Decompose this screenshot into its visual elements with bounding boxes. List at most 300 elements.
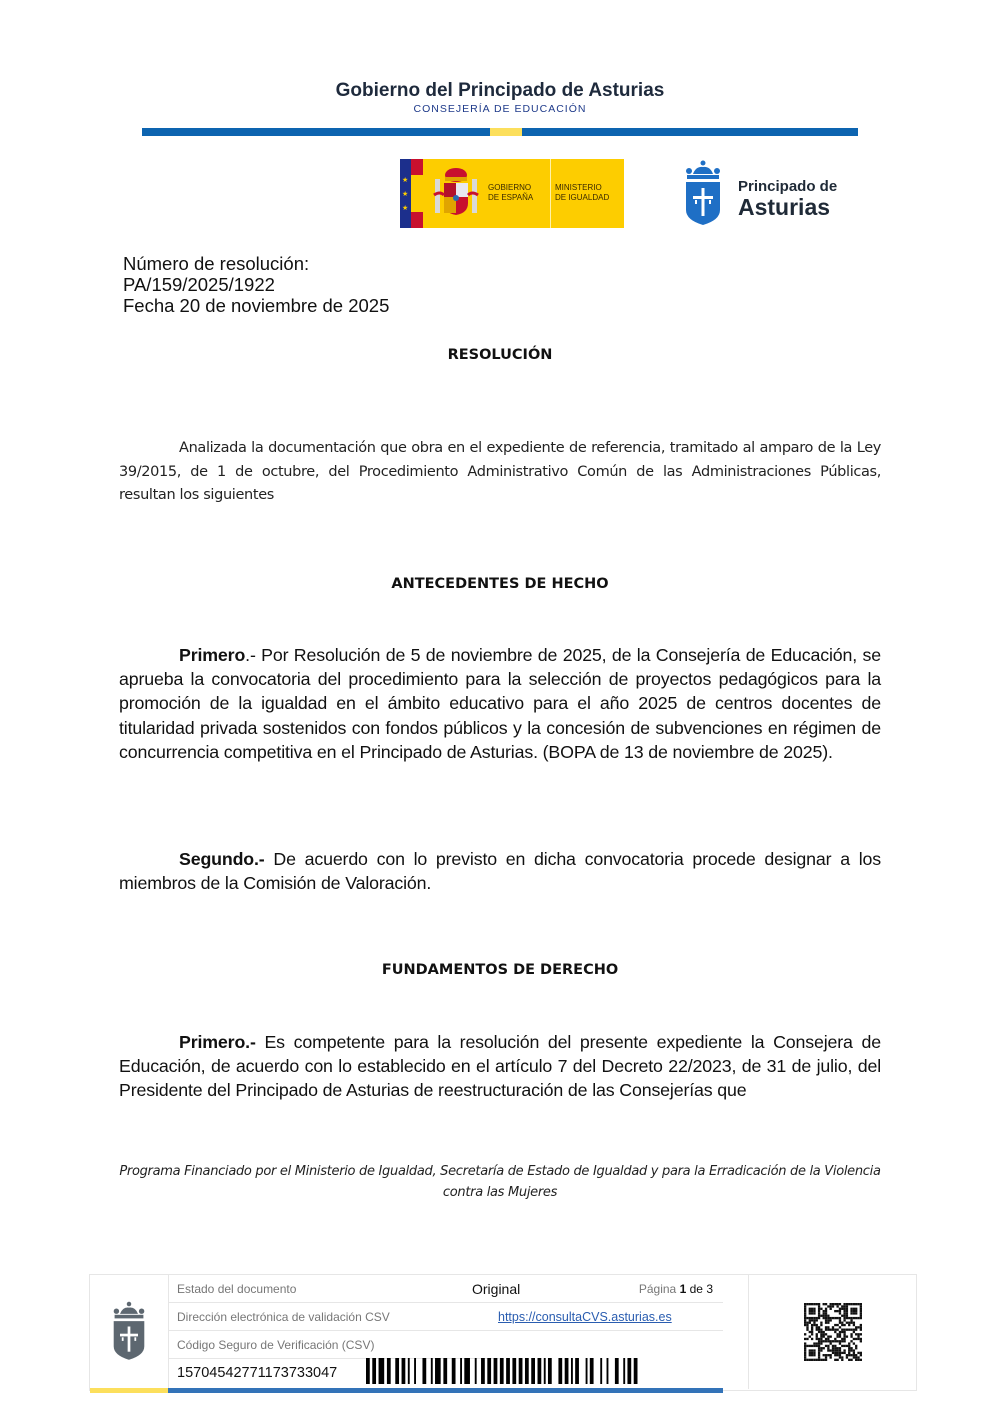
qr-module [832, 1349, 834, 1351]
qr-module [848, 1354, 850, 1356]
qr-module [855, 1356, 857, 1358]
qr-module [827, 1315, 829, 1317]
qr-module [825, 1308, 827, 1310]
qr-module [841, 1329, 843, 1331]
qr-module [804, 1352, 806, 1354]
barcode-bar [538, 1358, 542, 1384]
qr-module [843, 1333, 845, 1335]
qr-module [836, 1335, 838, 1337]
qr-module [827, 1347, 829, 1349]
qr-module [811, 1329, 813, 1331]
qr-module [820, 1322, 822, 1324]
qr-module [804, 1310, 806, 1312]
qr-module [823, 1310, 825, 1312]
barcode-bar [408, 1358, 410, 1384]
qr-module [848, 1324, 850, 1326]
qr-module [825, 1326, 827, 1328]
antecedente-primero: Primero.- Por Resolución de 5 de noviembre de 2025, de la Consejería de Educación, se aprueba la convocatoria del procedimiento para la selección de proyectos pedagógicos para la promoción de la igualdad en el ámbito educativo para el año 2025 de centros docentes de titularidad privada sostenidos con fondos públicos y la concesión de subvenciones en régimen de concurrencia competitiva en el Principado de Asturias. (BOPA de 13 de noviembre de 2025). [119, 645, 881, 762]
qr-module [846, 1335, 848, 1337]
resolution-date: Fecha 20 de noviembre de 2025 [123, 295, 390, 316]
qr-module [839, 1317, 841, 1319]
csv-qr-code [804, 1303, 862, 1361]
qr-module [860, 1354, 862, 1356]
qr-module [813, 1310, 815, 1312]
spain-flag-red-top [411, 159, 423, 175]
qr-module [809, 1308, 811, 1310]
qr-module [806, 1317, 808, 1319]
qr-module [860, 1315, 862, 1317]
qr-module [855, 1310, 857, 1312]
spain-coat-of-arms-icon [432, 165, 480, 221]
qr-module [830, 1305, 832, 1307]
qr-module [848, 1349, 850, 1351]
qr-module [846, 1305, 848, 1307]
qr-module [818, 1345, 820, 1347]
gobierno-espana-text: GOBIERNO DE ESPAÑA [488, 183, 534, 202]
qr-module [834, 1338, 836, 1340]
qr-module [827, 1338, 829, 1340]
fundamentos-heading: FUNDAMENTOS DE DERECHO [381, 962, 619, 978]
qr-module [846, 1356, 848, 1358]
qr-module [841, 1324, 843, 1326]
qr-module [848, 1342, 850, 1344]
barcode-bar [435, 1358, 441, 1384]
antecedentes-heading: ANTECEDENTES DE HECHO [391, 576, 609, 592]
qr-module [827, 1329, 829, 1331]
qr-module [830, 1329, 832, 1331]
qr-module [839, 1331, 841, 1333]
document-title: RESOLUCIÓN [447, 347, 553, 363]
estado-label: Estado del documento [177, 1282, 297, 1296]
qr-module [841, 1356, 843, 1358]
qr-module [811, 1312, 813, 1314]
qr-module [855, 1317, 857, 1319]
qr-module [836, 1340, 838, 1342]
qr-module [827, 1305, 829, 1307]
qr-module [848, 1303, 850, 1305]
qr-module [834, 1324, 836, 1326]
qr-module [823, 1354, 825, 1356]
qr-module [830, 1317, 832, 1319]
qr-module [850, 1303, 852, 1305]
qr-module [843, 1319, 845, 1321]
qr-module [804, 1338, 806, 1340]
page-indicator: Página 1 de 3 [638, 1282, 713, 1296]
qr-module [839, 1312, 841, 1314]
qr-module [827, 1326, 829, 1328]
qr-module [841, 1331, 843, 1333]
csv-label: Código Seguro de Verificación (CSV) [177, 1338, 375, 1352]
barcode-bar [481, 1358, 485, 1384]
qr-module [839, 1322, 841, 1324]
qr-module [830, 1342, 832, 1344]
qr-module [827, 1349, 829, 1351]
star-icon: ★ [402, 205, 409, 212]
qr-module [804, 1333, 806, 1335]
qr-module [806, 1326, 808, 1328]
qr-module [834, 1317, 836, 1319]
qr-module [806, 1359, 808, 1361]
qr-module [816, 1359, 818, 1361]
qr-module [832, 1347, 834, 1349]
qr-module [820, 1308, 822, 1310]
qr-module [825, 1315, 827, 1317]
qr-module [855, 1326, 857, 1328]
qr-module [850, 1333, 852, 1335]
qr-module [841, 1340, 843, 1342]
qr-module [841, 1345, 843, 1347]
qr-module [843, 1324, 845, 1326]
barcode-bar [586, 1358, 588, 1384]
qr-module [839, 1335, 841, 1337]
qr-module [806, 1324, 808, 1326]
qr-module [818, 1342, 820, 1344]
qr-module [857, 1338, 859, 1340]
qr-module [860, 1317, 862, 1319]
qr-module [825, 1319, 827, 1321]
qr-module [820, 1331, 822, 1333]
stamp-logo-cell [90, 1275, 169, 1389]
qr-module [811, 1310, 813, 1312]
qr-module [820, 1333, 822, 1335]
barcode-bar [519, 1358, 523, 1384]
qr-module [820, 1347, 822, 1349]
stamp-row-validation [169, 1303, 723, 1331]
qr-module [816, 1303, 818, 1305]
qr-module [853, 1342, 855, 1344]
qr-module [809, 1310, 811, 1312]
qr-module [834, 1349, 836, 1351]
qr-module [806, 1338, 808, 1340]
qr-module [832, 1326, 834, 1328]
qr-module [841, 1305, 843, 1307]
qr-module [811, 1317, 813, 1319]
qr-module [843, 1335, 845, 1337]
qr-module [830, 1340, 832, 1342]
qr-module [809, 1331, 811, 1333]
qr-module [820, 1338, 822, 1340]
qr-module [846, 1317, 848, 1319]
barcode-bar [531, 1358, 535, 1384]
qr-module [855, 1329, 857, 1331]
barcode-bar [500, 1358, 504, 1384]
qr-module [820, 1335, 822, 1337]
qr-module [818, 1338, 820, 1340]
resolution-number-label: Número de resolución: [123, 253, 310, 274]
qr-module [836, 1352, 838, 1354]
qr-module [860, 1324, 862, 1326]
qr-module [848, 1322, 850, 1324]
qr-module [848, 1359, 850, 1361]
qr-module [853, 1329, 855, 1331]
qr-module [818, 1305, 820, 1307]
qr-module [823, 1317, 825, 1319]
qr-module [848, 1347, 850, 1349]
qr-module [816, 1345, 818, 1347]
qr-module [806, 1322, 808, 1324]
qr-module [850, 1322, 852, 1324]
qr-module [853, 1352, 855, 1354]
qr-module [839, 1326, 841, 1328]
qr-module [839, 1303, 841, 1305]
qr-module [813, 1317, 815, 1319]
qr-module [811, 1349, 813, 1351]
qr-module [804, 1319, 806, 1321]
qr-module [841, 1315, 843, 1317]
barcode-bar [623, 1358, 625, 1384]
qr-module [820, 1349, 822, 1351]
qr-module [832, 1345, 834, 1347]
qr-module [857, 1359, 859, 1361]
qr-module [846, 1303, 848, 1305]
barcode-bar [460, 1358, 462, 1384]
qr-module [836, 1317, 838, 1319]
qr-module [816, 1335, 818, 1337]
qr-module [857, 1317, 859, 1319]
qr-module [813, 1345, 815, 1347]
qr-module [846, 1310, 848, 1312]
qr-module [841, 1322, 843, 1324]
qr-module [860, 1326, 862, 1328]
barcode-bar [414, 1358, 416, 1384]
barcode-bar [366, 1358, 370, 1384]
qr-module [853, 1322, 855, 1324]
qr-module [804, 1317, 806, 1319]
qr-module [825, 1345, 827, 1347]
qr-module [809, 1312, 811, 1314]
qr-module [816, 1329, 818, 1331]
ministerio-igualdad-text: MINISTERIO DE IGUALDAD [555, 183, 610, 202]
qr-module [850, 1359, 852, 1361]
qr-module [834, 1345, 836, 1347]
stamp-row-estado [169, 1275, 723, 1303]
qr-module [818, 1354, 820, 1356]
qr-module [843, 1310, 845, 1312]
qr-module [836, 1329, 838, 1331]
qr-module [839, 1310, 841, 1312]
qr-module [825, 1329, 827, 1331]
qr-module [804, 1354, 806, 1356]
qr-module [818, 1349, 820, 1351]
qr-module [825, 1317, 827, 1319]
qr-module [846, 1329, 848, 1331]
qr-module [820, 1340, 822, 1342]
qr-module [860, 1310, 862, 1312]
qr-module [848, 1345, 850, 1347]
qr-module [830, 1354, 832, 1356]
qr-module [836, 1324, 838, 1326]
barcode-bar [506, 1358, 510, 1384]
qr-module [853, 1324, 855, 1326]
barcode-bar [452, 1358, 456, 1384]
barcode-bar [571, 1358, 573, 1384]
validation-label: Dirección electrónica de validación CSV [177, 1310, 390, 1324]
qr-module [818, 1340, 820, 1342]
qr-module [825, 1312, 827, 1314]
qr-module [832, 1329, 834, 1331]
barcode-bar [627, 1358, 631, 1384]
qr-module [823, 1359, 825, 1361]
barcode-bar [525, 1358, 529, 1384]
header-title: Gobierno del Principado de Asturias [335, 80, 665, 101]
qr-module [839, 1319, 841, 1321]
qr-module [853, 1349, 855, 1351]
qr-module [818, 1359, 820, 1361]
qr-module [848, 1329, 850, 1331]
qr-module [809, 1345, 811, 1347]
qr-module [853, 1331, 855, 1333]
barcode-bar [600, 1358, 602, 1384]
qr-module [813, 1322, 815, 1324]
qr-module [811, 1319, 813, 1321]
qr-module [843, 1315, 845, 1317]
star-icon: ★ [402, 177, 409, 184]
qr-module [855, 1345, 857, 1347]
qr-module [809, 1359, 811, 1361]
qr-module [818, 1317, 820, 1319]
asturias-shield-icon [111, 1301, 147, 1361]
qr-module [818, 1347, 820, 1349]
qr-module [834, 1347, 836, 1349]
qr-module [811, 1333, 813, 1335]
qr-module [818, 1329, 820, 1331]
spain-flag-red-bottom [411, 212, 423, 228]
asturias-logo-line2: Asturias [738, 194, 831, 220]
qr-module [825, 1340, 827, 1342]
qr-module [860, 1312, 862, 1314]
qr-module [855, 1303, 857, 1305]
qr-module [857, 1326, 859, 1328]
qr-module [834, 1340, 836, 1342]
barcode-bar [544, 1358, 546, 1384]
qr-module [850, 1310, 852, 1312]
barcode-bar [590, 1358, 594, 1384]
qr-module [804, 1324, 806, 1326]
qr-module [860, 1329, 862, 1331]
qr-module [823, 1333, 825, 1335]
qr-module [811, 1326, 813, 1328]
qr-module [853, 1308, 855, 1310]
qr-module [818, 1315, 820, 1317]
qr-module [832, 1317, 834, 1319]
qr-module [857, 1335, 859, 1337]
qr-module [827, 1335, 829, 1337]
qr-module [832, 1340, 834, 1342]
qr-module [839, 1349, 841, 1351]
qr-module [825, 1322, 827, 1324]
barcode-bar [395, 1358, 399, 1384]
fundamento-primero: Primero.- Es competente para la resolución del presente expediente la Consejera de Educación, de acuerdo con lo establecido en el artículo 7 del Decreto 22/2023, de 31 de julio, del Presidente del Principado de Asturias de reestructuración de las Consejerías que [119, 1032, 881, 1101]
qr-module [804, 1356, 806, 1358]
star-icon: ★ [402, 191, 409, 198]
qr-module [823, 1335, 825, 1337]
qr-module [809, 1349, 811, 1351]
barcode-bar [475, 1358, 477, 1384]
qr-module [818, 1312, 820, 1314]
qr-module [843, 1305, 845, 1307]
qr-module [855, 1338, 857, 1340]
qr-module [853, 1354, 855, 1356]
header-bar-accent [490, 128, 522, 136]
qr-module [834, 1352, 836, 1354]
qr-module [832, 1303, 834, 1305]
qr-module [823, 1340, 825, 1342]
qr-module [832, 1352, 834, 1354]
qr-module [804, 1305, 806, 1307]
barcode-bar [565, 1358, 569, 1384]
qr-module [804, 1322, 806, 1324]
qr-module [809, 1335, 811, 1337]
qr-module [834, 1303, 836, 1305]
qr-module [830, 1303, 832, 1305]
qr-module [850, 1312, 852, 1314]
qr-module [818, 1326, 820, 1328]
barcode-bar [558, 1358, 562, 1384]
barcode-bar [634, 1358, 638, 1384]
qr-module [813, 1359, 815, 1361]
qr-module [809, 1303, 811, 1305]
qr-module [839, 1352, 841, 1354]
asturias-logo-line1: Principado de [738, 178, 838, 195]
qr-module [855, 1354, 857, 1356]
qr-module [804, 1308, 806, 1310]
qr-module [804, 1342, 806, 1344]
qr-module [850, 1317, 852, 1319]
barcode-bar [494, 1358, 498, 1384]
qr-module [825, 1359, 827, 1361]
qr-module [816, 1319, 818, 1321]
barcode-bar [464, 1358, 470, 1384]
estado-value: Original [472, 1281, 521, 1297]
header-bar [142, 128, 858, 136]
barcode-bar [512, 1358, 516, 1384]
qr-module [811, 1308, 813, 1310]
antecedente-segundo: Segundo.- De acuerdo con lo previsto en dicha convocatoria procede designar a los miembros de la Comisión de Valoración. [119, 849, 881, 894]
qr-module [850, 1349, 852, 1351]
qr-module [857, 1352, 859, 1354]
qr-module [804, 1349, 806, 1351]
qr-module [811, 1354, 813, 1356]
qr-module [806, 1329, 808, 1331]
qr-module [857, 1333, 859, 1335]
gobierno-ministerio-logo [400, 159, 624, 228]
qr-module [834, 1331, 836, 1333]
qr-module [830, 1335, 832, 1337]
qr-module [850, 1329, 852, 1331]
qr-module [820, 1359, 822, 1361]
qr-module [825, 1303, 827, 1305]
qr-module [855, 1333, 857, 1335]
qr-module [813, 1303, 815, 1305]
qr-module [850, 1319, 852, 1321]
qr-module [848, 1317, 850, 1319]
validation-link[interactable]: https://consultaCVS.asturias.es [498, 1310, 672, 1324]
qr-module [841, 1359, 843, 1361]
resolution-info [123, 253, 389, 316]
qr-module [823, 1303, 825, 1305]
qr-module [843, 1331, 845, 1333]
qr-module [830, 1356, 832, 1358]
qr-module [811, 1338, 813, 1340]
qr-module [850, 1354, 852, 1356]
qr-module [820, 1324, 822, 1326]
resolution-number: PA/159/2025/1922 [123, 274, 275, 295]
qr-module [816, 1324, 818, 1326]
qr-module [860, 1305, 862, 1307]
qr-module [836, 1349, 838, 1351]
csv-value: 15704542771173733047 [177, 1365, 338, 1381]
qr-module [811, 1331, 813, 1333]
